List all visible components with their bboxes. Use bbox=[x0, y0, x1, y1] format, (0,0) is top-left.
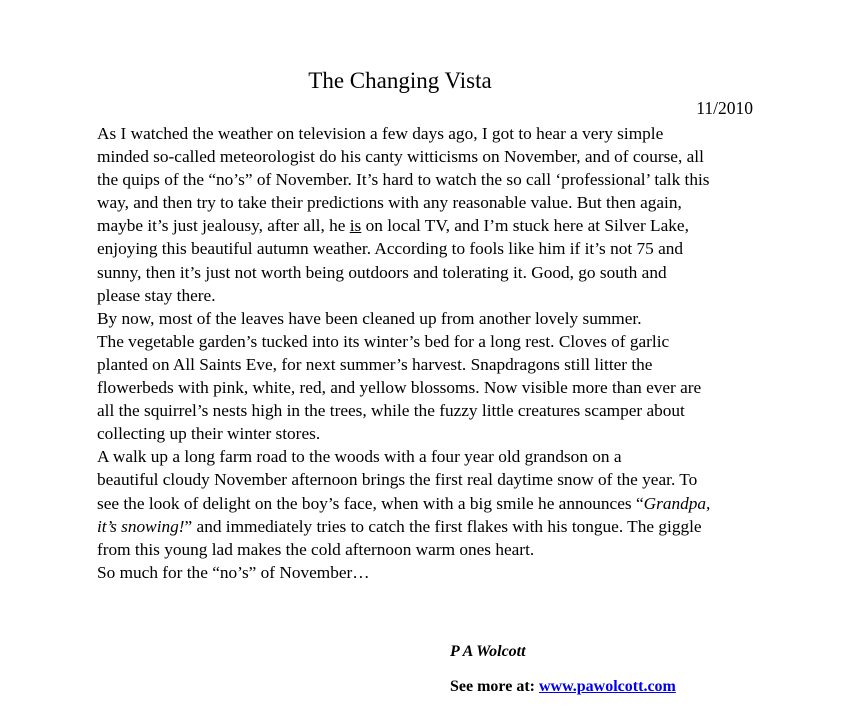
text-run: Grandpa, bbox=[643, 493, 711, 513]
text-line bbox=[46, 561, 758, 584]
text-run: the quips of the “no’s” of November. It’s hard to watch the so call ‘professional’ talk this bbox=[97, 170, 710, 190]
text-line bbox=[46, 376, 758, 399]
document-date: 11/2010 bbox=[696, 98, 753, 118]
body-paragraph bbox=[46, 445, 758, 560]
text-line bbox=[46, 353, 758, 376]
text-run: please stay there. bbox=[97, 285, 216, 305]
text-run: collecting up their winter stores. bbox=[97, 424, 321, 444]
text-run: As I watched the weather on television a few days ago, I got to hear a very simple bbox=[97, 124, 664, 143]
text-line bbox=[46, 284, 758, 307]
text-line bbox=[46, 307, 758, 330]
text-run: enjoying this beautiful autumn weather. According to fools like him if it’s not 75 and bbox=[97, 239, 684, 259]
text-run: see the look of delight on the boy’s face, when with a big smile he announces “ bbox=[97, 493, 644, 513]
text-run: beautiful cloudy November afternoon brings the first real daytime snow of the year. To bbox=[97, 470, 698, 490]
text-line bbox=[46, 261, 758, 284]
text-run: flowerbeds with pink, white, red, and yellow blossoms. Now visible more than ever are bbox=[97, 378, 702, 398]
text-line bbox=[46, 145, 758, 168]
author-signature: P A Wolcott bbox=[450, 643, 526, 660]
text-line bbox=[46, 399, 758, 422]
text-run: sunny, then it’s just not worth being outdoors and tolerating it. Good, go south and bbox=[97, 262, 667, 282]
text-line bbox=[46, 122, 758, 145]
text-line bbox=[46, 538, 758, 561]
text-line bbox=[46, 168, 758, 191]
text-run: planted on All Saints Eve, for next summer’s harvest. Snapdragons still litter the bbox=[97, 354, 653, 374]
text-run: it’s snowing! bbox=[97, 516, 185, 536]
website-link[interactable]: www.pawolcott.com bbox=[539, 678, 676, 695]
text-run: is bbox=[349, 216, 362, 236]
text-line bbox=[46, 492, 758, 515]
see-more-line bbox=[450, 677, 676, 697]
see-more-label: See more at: bbox=[450, 678, 539, 695]
text-run: So much for the “no’s” of November… bbox=[97, 562, 370, 582]
text-line bbox=[46, 422, 758, 445]
document-body bbox=[46, 122, 758, 584]
text-run: By now, most of the leaves have been cleaned up from another lovely summer. bbox=[97, 308, 642, 328]
text-line bbox=[46, 191, 758, 214]
body-paragraph bbox=[46, 561, 758, 584]
text-line bbox=[46, 468, 758, 491]
text-run: A walk up a long farm road to the woods with a four year old grandson on a bbox=[97, 447, 622, 467]
body-paragraph bbox=[46, 122, 758, 307]
text-run: from this young lad makes the cold afternoon warm ones heart. bbox=[97, 539, 535, 559]
text-run: minded so-called meteorologist do his canty witticisms on November, and of course, all bbox=[97, 147, 704, 167]
text-run: on local TV, and I’m stuck here at Silver Lake, bbox=[361, 216, 689, 236]
text-run: way, and then try to take their predictions with any reasonable value. But then again, bbox=[97, 193, 682, 213]
text-run: all the squirrel’s nests high in the trees, while the fuzzy little creatures scamper about bbox=[97, 401, 685, 421]
text-run: maybe it’s just jealousy, after all, he bbox=[97, 216, 350, 236]
text-run: The vegetable garden’s tucked into its winter’s bed for a long rest. Cloves of garlic bbox=[97, 331, 670, 351]
text-line bbox=[46, 445, 758, 468]
body-paragraph bbox=[46, 307, 758, 446]
text-line bbox=[46, 237, 758, 260]
text-run: ” and immediately tries to catch the first flakes with his tongue. The giggle bbox=[184, 516, 702, 536]
text-line bbox=[46, 515, 758, 538]
text-line bbox=[46, 330, 758, 353]
document-title: The Changing Vista bbox=[308, 68, 492, 93]
text-line bbox=[46, 214, 758, 237]
